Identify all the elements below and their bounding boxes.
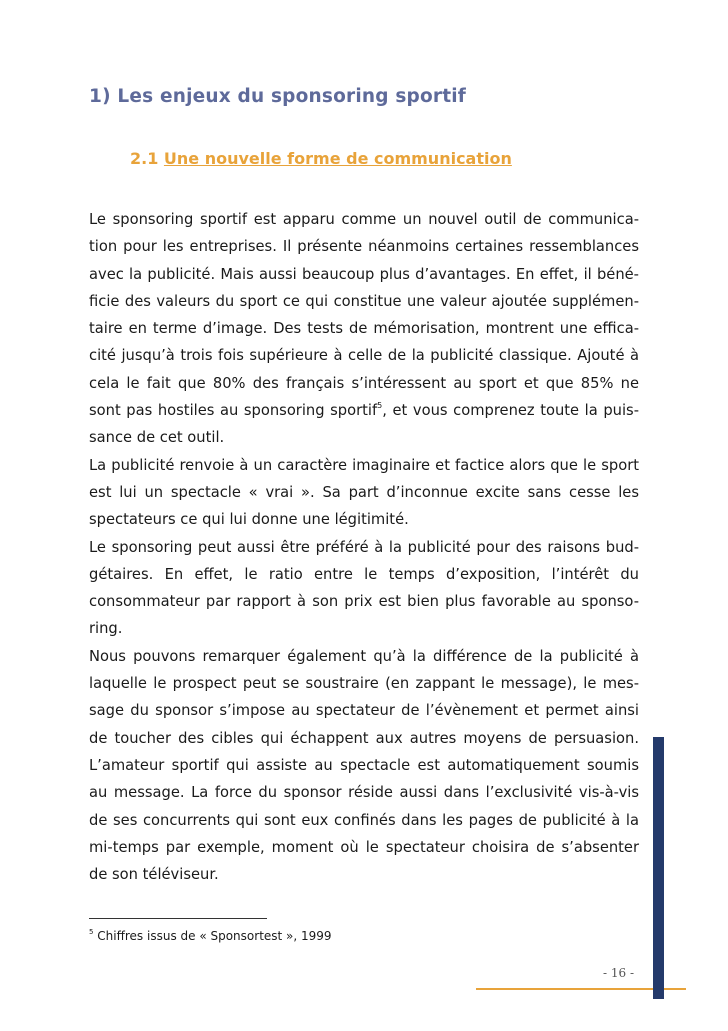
body-line: ficie des valeurs du sport ce qui constitue une valeur ajoutée supplémen- bbox=[89, 292, 639, 310]
body-line: L’amateur sportif qui assiste au spectacle est automatiquement soumis bbox=[89, 756, 639, 774]
side-accent-bar bbox=[653, 737, 664, 999]
body-line: Le sponsoring peut aussi être préféré à la publicité pour des raisons bud- bbox=[89, 538, 639, 556]
body-line: mi-temps par exemple, moment où le spectateur choisira de s’absenter bbox=[89, 838, 639, 856]
body-line: de toucher des cibles qui échappent aux autres moyens de persuasion. bbox=[89, 729, 639, 747]
footnote-number: 5 bbox=[89, 928, 94, 936]
body-line: Nous pouvons remarquer également qu’à la différence de la publicité à bbox=[89, 647, 639, 665]
subsection-heading bbox=[130, 149, 512, 168]
body-line: tion pour les entreprises. Il présente néanmoins certaines ressemblances bbox=[89, 238, 639, 256]
section-heading: 1) Les enjeux du sponsoring sportif bbox=[89, 86, 467, 107]
body-line: ring. bbox=[89, 620, 123, 638]
body-line: de son téléviseur. bbox=[89, 866, 219, 884]
body-line: gétaires. En effet, le ratio entre le temps d’exposition, l’intérêt du bbox=[89, 565, 639, 583]
body-line: est lui un spectacle « vrai ». Sa part d’inconnue excite sans cesse les bbox=[89, 483, 639, 501]
body-line: de ses concurrents qui sont eux confinés dans les pages de publicité à la bbox=[89, 811, 639, 829]
body-line: avec la publicité. Mais aussi beaucoup plus d’avantages. En effet, il béné- bbox=[89, 265, 639, 283]
footnote-text: Chiffres issus de « Sponsortest », 1999 bbox=[97, 929, 332, 943]
body-text bbox=[89, 206, 639, 888]
footnote-reference: 5 bbox=[377, 401, 383, 411]
body-line-text: sont pas hostiles au sponsoring sportif bbox=[89, 402, 378, 420]
body-line: sage du sponsor s’impose au spectateur de l’évènement et permet ainsi bbox=[89, 702, 639, 720]
body-line: cité jusqu’à trois fois supérieure à celle de la publicité classique. Ajouté à bbox=[89, 347, 639, 365]
body-line: La publicité renvoie à un caractère imaginaire et factice alors que le sport bbox=[89, 456, 639, 474]
body-line: laquelle le prospect peut se soustraire (en zappant le message), le mes- bbox=[89, 675, 639, 693]
subsection-number: 2.1 bbox=[130, 149, 159, 168]
body-line: spectateurs ce qui lui donne une légitimité. bbox=[89, 511, 409, 529]
body-line: Le sponsoring sportif est apparu comme un nouvel outil de communica- bbox=[89, 211, 639, 228]
body-line: cela le fait que 80% des français s’intéressent au sport et que 85% ne bbox=[89, 374, 639, 392]
body-line bbox=[89, 397, 639, 424]
footnote bbox=[89, 929, 332, 943]
body-line: taire en terme d’image. Des tests de mémorisation, montrent une effica- bbox=[89, 320, 639, 338]
body-line: consommateur par rapport à son prix est bien plus favorable au sponso- bbox=[89, 593, 639, 611]
body-line-text: , et vous comprenez toute la puis- bbox=[382, 402, 639, 420]
body-line: sance de cet outil. bbox=[89, 429, 225, 447]
subsection-title: Une nouvelle forme de communication bbox=[163, 149, 512, 168]
body-line: au message. La force du sponsor réside aussi dans l’exclusivité vis-à-vis bbox=[89, 784, 639, 802]
page-number: - 16 - bbox=[603, 966, 635, 980]
footnote-separator bbox=[89, 918, 267, 919]
